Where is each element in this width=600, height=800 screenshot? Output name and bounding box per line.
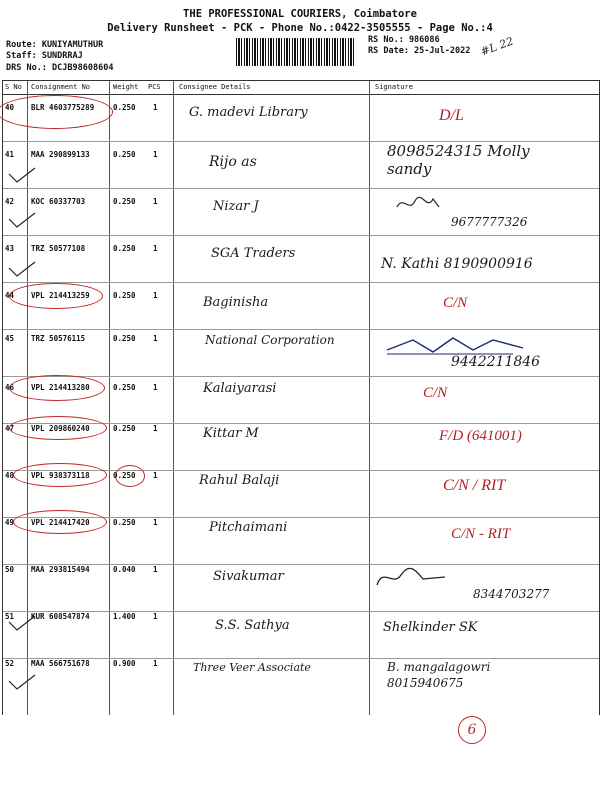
- col-signature: Signature: [375, 83, 413, 91]
- row-signature: C/N: [423, 385, 448, 401]
- row-sno: 42: [5, 197, 15, 206]
- table-row: [3, 424, 599, 470]
- row-signature: F/D (641001): [439, 428, 522, 444]
- row-consignment: KOC 60337703: [31, 197, 86, 206]
- row-consignment: VPL 938373118: [31, 471, 90, 480]
- check-mark-icon: [7, 211, 37, 231]
- row-sno: 47: [5, 424, 15, 433]
- row-signature: 9677777326: [451, 215, 528, 229]
- row-signature: C/N - RIT: [451, 526, 511, 542]
- row-consignee: Three Veer Associate: [193, 661, 311, 674]
- row-consignee: Kalaiyarasi: [203, 381, 277, 396]
- row-weight: 0.250: [113, 383, 136, 392]
- row-weight: 0.250: [113, 471, 136, 480]
- table-row: [3, 471, 599, 517]
- row-consignment: MAA 566751678: [31, 659, 90, 668]
- row-weight: 0.250: [113, 244, 136, 253]
- row-weight: 0.250: [113, 424, 136, 433]
- row-sno: 43: [5, 244, 15, 253]
- row-pcs: 1: [153, 197, 158, 206]
- circle-mark: [9, 283, 103, 309]
- row-sno: 48: [5, 471, 15, 480]
- circle-mark: [13, 510, 107, 534]
- row-consignee: Baginisha: [203, 295, 269, 310]
- row-signature: C/N: [443, 295, 468, 311]
- row-consignment: TRZ 50577108: [31, 244, 86, 253]
- row-consignee: National Corporation: [205, 333, 335, 347]
- row-consignment: VPL 214417420: [31, 518, 90, 527]
- circle-mark: [0, 95, 113, 129]
- row-weight: 0.250: [113, 197, 136, 206]
- row-consignment: KUR 608547874: [31, 612, 90, 621]
- row-pcs: 1: [153, 612, 158, 621]
- row-pcs: 1: [153, 334, 158, 343]
- col-pcs: PCS: [148, 83, 161, 91]
- row-sno: 44: [5, 291, 15, 300]
- check-mark-icon: [7, 260, 37, 280]
- row-signature: Shelkinder SK: [383, 620, 478, 635]
- row-pcs: 1: [153, 518, 158, 527]
- row-consignment: BLR 4603775289: [31, 103, 95, 112]
- circle-mark: [9, 416, 107, 440]
- row-pcs: 1: [153, 150, 158, 159]
- circle-mark: [115, 465, 145, 487]
- company-title: THE PROFESSIONAL COURIERS, Coimbatore: [183, 8, 417, 20]
- col-sno: S No: [5, 83, 22, 91]
- barcode: [236, 38, 354, 66]
- row-sno: 50: [5, 565, 15, 574]
- row-sno: 51: [5, 612, 15, 621]
- row-pcs: 1: [153, 244, 158, 253]
- check-mark-icon: [7, 614, 37, 634]
- check-mark-icon: [7, 166, 37, 186]
- row-sno: 52: [5, 659, 15, 668]
- table-header: [3, 81, 599, 95]
- route-label: Route: KUNIYAMUTHUR: [6, 40, 104, 50]
- row-consignment: MAA 290899133: [31, 150, 90, 159]
- row-consignee: SGA Traders: [211, 246, 296, 261]
- row-weight: 0.250: [113, 518, 136, 527]
- row-consignee: G. madevi Library: [189, 105, 308, 120]
- rs-number: RS No.: 986086: [368, 35, 440, 45]
- row-consignment: TRZ 50576115: [31, 334, 86, 343]
- table-row: [3, 236, 599, 282]
- signature-scribble: [383, 334, 533, 358]
- row-signature: 8344703277: [473, 587, 550, 601]
- row-consignee: Rahul Balaji: [199, 473, 280, 488]
- table-row: [3, 95, 599, 141]
- row-weight: 0.250: [113, 103, 136, 112]
- staff-label: Staff: SUNDRRAJ: [6, 51, 83, 61]
- row-sno: 41: [5, 150, 15, 159]
- table-row: [3, 189, 599, 235]
- table-row: [3, 659, 599, 715]
- rs-date: RS Date: 25-Jul-2022: [368, 46, 471, 56]
- corner-note: #L 22: [478, 34, 516, 59]
- row-pcs: 1: [153, 565, 158, 574]
- row-consignee: Nizar J: [213, 199, 259, 214]
- row-pcs: 1: [153, 383, 158, 392]
- row-pcs: 1: [153, 291, 158, 300]
- row-weight: 1.400: [113, 612, 136, 621]
- row-consignee: S.S. Sathya: [215, 618, 290, 633]
- row-signature: 9442211846: [451, 354, 541, 370]
- table-row: [3, 377, 599, 423]
- row-weight: 0.900: [113, 659, 136, 668]
- row-consignment: MAA 293815494: [31, 565, 90, 574]
- row-consignment: VPL 209860240: [31, 424, 90, 433]
- row-weight: 0.040: [113, 565, 136, 574]
- row-pcs: 1: [153, 659, 158, 668]
- row-signature: N. Kathi 8190900916: [381, 256, 533, 272]
- runsheet-title: Delivery Runsheet - PCK - Phone No.:0422-3505555 - Page No.:4: [107, 22, 493, 34]
- runsheet-table: [2, 80, 600, 715]
- row-consignee: Kittar M: [203, 426, 259, 441]
- col-consignee: Consignee Details: [179, 83, 251, 91]
- row-pcs: 1: [153, 424, 158, 433]
- row-sno: 40: [5, 103, 15, 112]
- row-weight: 0.250: [113, 291, 136, 300]
- row-pcs: 1: [153, 471, 158, 480]
- signature-scribble: [393, 193, 443, 215]
- page-marker: 6: [458, 716, 486, 744]
- col-consignment: Consignment No: [31, 83, 91, 91]
- row-sno: 49: [5, 518, 15, 527]
- table-row: [3, 283, 599, 329]
- table-row: [3, 142, 599, 188]
- row-consignee: Sivakumar: [213, 569, 284, 584]
- row-signature: C/N / RIT: [443, 477, 506, 494]
- row-consignment: VPL 214413280: [31, 383, 90, 392]
- row-pcs: 1: [153, 103, 158, 112]
- row-signature: B. mangalagowri 8015940675: [387, 660, 491, 690]
- circle-mark: [13, 463, 107, 487]
- table-row: [3, 565, 599, 611]
- row-consignee: Rijo as: [209, 154, 257, 170]
- row-weight: 0.250: [113, 150, 136, 159]
- check-mark-icon: [7, 673, 37, 693]
- row-sno: 46: [5, 383, 15, 392]
- table-row: [3, 330, 599, 376]
- table-row: [3, 612, 599, 658]
- row-consignment: VPL 214413259: [31, 291, 90, 300]
- signature-scribble: [371, 565, 451, 591]
- row-sno: 45: [5, 334, 15, 343]
- row-weight: 0.250: [113, 334, 136, 343]
- row-consignee: Pitchaimani: [209, 520, 288, 535]
- col-weight: Weight: [113, 83, 139, 91]
- table-row: [3, 518, 599, 564]
- drs-label: DRS No.: DCJB9860860​4: [6, 63, 114, 73]
- row-signature: D/L: [439, 107, 464, 124]
- circle-mark: [9, 375, 105, 401]
- row-signature: 8098524315 Molly sandy: [387, 142, 530, 178]
